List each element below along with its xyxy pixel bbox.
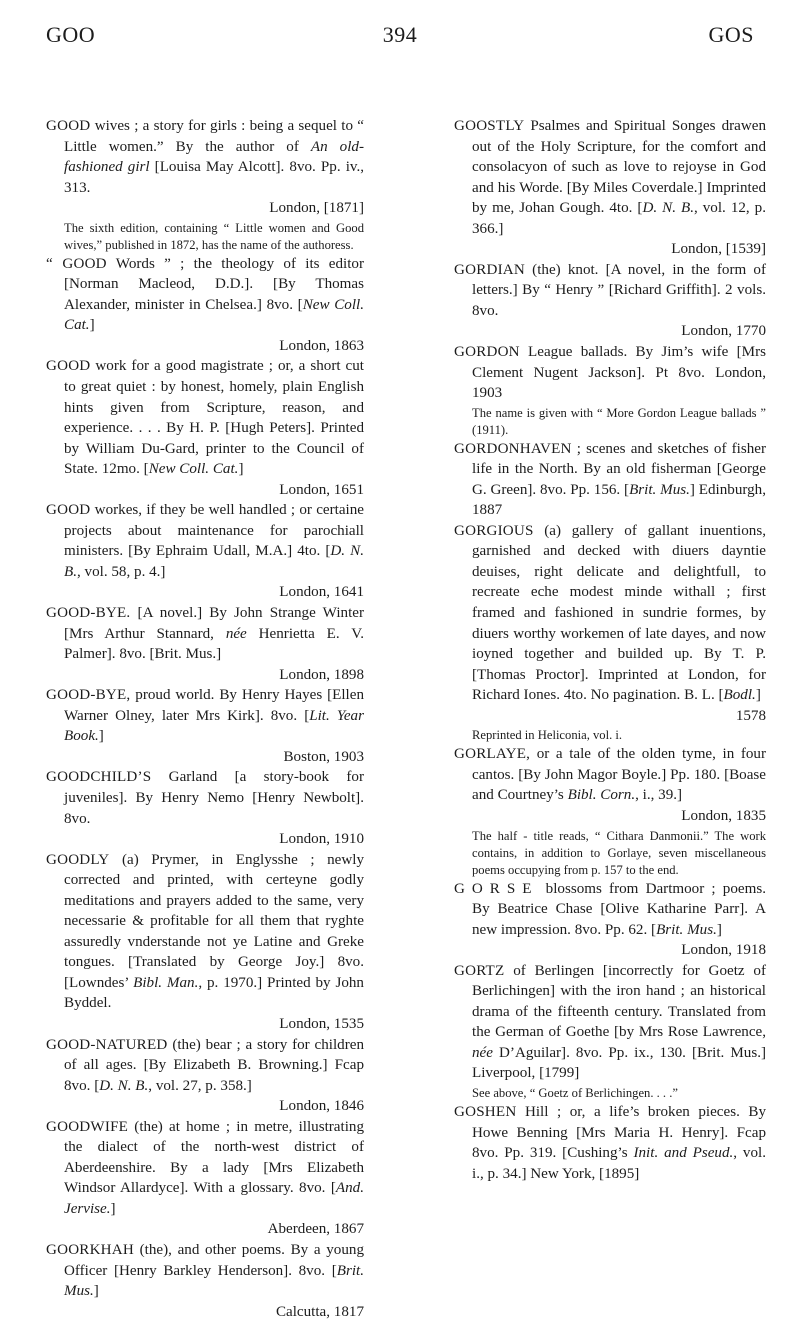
entry-italic-text: Brit. Mus. — [629, 481, 690, 498]
entry-text: or a tale of the olden tyme, in four cantos. [By John Magor Boyle.] Pp. 180. [Boase and Courtney’s — [472, 746, 766, 804]
bibliography-entry — [454, 260, 766, 342]
bibliography-entry — [46, 603, 364, 685]
entry-headword: GORTZ — [454, 962, 505, 979]
entry-italic-text: Init. and Pseud. — [633, 1145, 734, 1162]
entry-text: blossoms from Dartmoor ; poems. By Beatrice Chase [Olive Katharine Parr]. A new impression. 8vo. Pp. 62. [ — [472, 880, 766, 938]
entry-text-continued: ] — [755, 687, 761, 704]
entry-text: Hill ; or, a life’s broken pieces. By Howe Benning [Mrs Maria H. Henry]. Fcap 8vo. Pp. 319. [Cushing’s — [472, 1103, 766, 1162]
entry-text-continued: ] Edinburgh, 1887 — [472, 481, 766, 519]
entry-text: (the) knot. [A novel, in the form of letters.] By “ Henry ” [Richard Griffith]. 2 vols. 8vo. — [472, 261, 766, 319]
entry-italic-text: née — [225, 625, 247, 642]
entry-text: workes, if they be well handled ; or certaine projects about maintenance for parochiall ministers. [By Ephraim Udall, M.A.] 4to. [ — [64, 502, 364, 560]
entry-imprint: London, [1871] — [269, 200, 364, 217]
entry-italic-text: D. N. B. — [99, 1077, 149, 1094]
bibliography-entry — [46, 850, 364, 1035]
entry-text: ; scenes and sketches of fisher life in the North. By an old fisherman [George G. Green]. 8vo. Pp. 156. [ — [472, 440, 766, 498]
entry-text-continued: ] — [89, 317, 95, 334]
entry-text: (the) at home ; in metre, illustrating the dialect of the north-west district of Aberdeenshire. By a lady [Mrs Elizabeth Windsor Allardyce]. With a glossary. 8vo. [ — [64, 1118, 364, 1197]
running-header — [46, 22, 754, 52]
entry-headword: “ GOOD — [46, 255, 107, 272]
entry-text: (the), and other poems. By a young Officer [Henry Barkley Henderson]. 8vo. [ — [64, 1241, 364, 1279]
entry-note: The name is given with “ More Gordon League ballads ” (1911). — [472, 405, 766, 437]
header-left-guide-word: GOO — [46, 22, 96, 47]
bibliography-entry — [46, 1240, 364, 1322]
entry-text: Words ” ; the theology of its editor [Norman Macleod, D.D.]. [By Thomas Alexander, minister in Chelsea.] 8vo. [ — [64, 255, 365, 313]
entry-text: Psalmes and Spiritual Songes drawen out of the Holy Scripture, for the comfort and consolacyon of such as love to rejoyse in God and his Worde. [By Miles Coverdale.] Imprinted by me, Johan Gough. 4to. [ — [472, 118, 766, 217]
header-right-guide-word: GOS — [708, 22, 754, 47]
entry-imprint: Aberdeen, 1867 — [267, 1221, 364, 1238]
entry-headword: GOOD — [46, 118, 91, 134]
entry-text: wives ; a story for girls : being a sequel to “ Little women.” By the author of — [64, 118, 364, 155]
entry-text: (the) bear ; a story for children of all ages. [By Elizabeth B. Browning.] Fcap 8vo. [ — [64, 1036, 364, 1094]
entry-text-continued: ] — [110, 1200, 116, 1217]
entry-headword: GOODWIFE — [46, 1118, 129, 1135]
entry-italic-text: Bodl. — [723, 687, 756, 704]
entry-headword: GOOD — [46, 358, 91, 375]
entry-italic-text: Lit. Year Book. — [64, 707, 364, 745]
page-number: 394 — [382, 22, 418, 47]
entry-headword: GORLAYE, — [454, 746, 531, 763]
entry-headword: GOOD — [46, 502, 91, 519]
entry-text: of Berlingen [incorrectly for Goetz of Berlichingen] with the iron hand ; an historical drama of the fifteenth century. Translated from the German of Goethe [by Mrs Rose Lawrence, — [472, 962, 766, 1041]
entry-text: (a) gallery of gallant inuentions, garnished and decked with diuers dayntie deuises, right delicate and delightfull, to recreate eche modest minde withall ; first framed and fashioned in sundrie formes, by diuers worthy workemen of late dayes, and now ioyned together and builded up. By T. P. [Thomas Proctor]. Imprinted at London, for Richard Iones. 4to. No pagination. B. L. [ — [472, 522, 766, 704]
entry-text-continued: Henrietta E. V. Palmer]. 8vo. [Brit. Mus.] — [64, 625, 364, 663]
entry-imprint: London, 1898 — [279, 666, 364, 683]
entry-imprint: London, 1770 — [681, 323, 766, 340]
entry-imprint: London, 1863 — [279, 337, 364, 354]
entry-imprint: London, 1846 — [279, 1098, 364, 1115]
bibliography-entry — [46, 1117, 364, 1240]
bibliography-entry — [46, 356, 364, 500]
entry-headword: GOODCHILD’S — [46, 769, 152, 786]
entry-imprint: London, 1910 — [279, 831, 364, 848]
entry-headword: GORGIOUS — [454, 522, 534, 539]
entry-text: [A novel.] By John Strange Winter [Mrs Arthur Stannard, — [64, 605, 364, 642]
entry-text-continued: ] — [238, 461, 244, 478]
entry-imprint: London, 1535 — [279, 1015, 364, 1032]
bibliography-entry — [454, 439, 766, 521]
entry-text-continued: D’Aguilar]. 8vo. Pp. ix., 130. [Brit. Mus.] Liverpool, [1799] — [472, 1044, 766, 1082]
right-column — [454, 116, 766, 1184]
entry-text-continued: , vol. 12, p. 366.] — [472, 200, 767, 237]
bibliography-entry — [46, 1035, 364, 1117]
entry-note: The half - title reads, “ Cithara Danmonii.” The work contains, in addition to Gorlaye, seven miscellaneous poems occupying from p. 157 to the end. — [472, 828, 766, 877]
entry-imprint: London, 1641 — [279, 584, 364, 601]
entry-text-continued: , vol. i., p. 34.] New York, [1895] — [472, 1145, 766, 1182]
entry-imprint: London, 1918 — [681, 942, 766, 959]
entry-text: Garland [a story-book for juveniles]. By Henry Nemo [Henry Newbolt]. 8vo. — [64, 769, 364, 827]
entry-text: (a) Prymer, in Englysshe ; newly corrected and printed, with certeyne godly meditations and prayers added to the same, very necessarie & profitable for all them that ryghte assuredly vnderstande not ye Latine and Greke tongues. [Translated by George Joy.] 8vo. [Lowndes’ — [64, 851, 364, 991]
bibliography-entry — [454, 521, 766, 726]
entry-headword: GORSE — [454, 880, 539, 897]
entry-italic-text: Bibl. Man. — [133, 974, 199, 991]
entry-italic-text: D. N. B. — [64, 543, 364, 580]
entry-headword: GOOSTLY — [454, 118, 525, 134]
entry-text: proud world. By Henry Hayes [Ellen Warner Olney, later Mrs Kirk]. 8vo. [ — [64, 687, 364, 724]
entry-text-continued: ] — [716, 921, 722, 938]
bibliography-entry — [46, 767, 364, 849]
entry-text-continued: ] — [93, 1283, 99, 1300]
bibliography-entry — [46, 685, 364, 767]
entry-italic-text: Brit. Mus. — [64, 1262, 364, 1300]
bibliography-entry — [46, 254, 364, 357]
left-column — [46, 116, 364, 1322]
bibliography-entry — [454, 961, 766, 1084]
entry-headword: GOORKHAH — [46, 1241, 134, 1258]
entry-headword: GOODLY — [46, 851, 110, 868]
entry-text: League ballads. By Jim’s wife [Mrs Clement Nugent Jackson]. Pt 8vo. London, 1903 — [472, 344, 766, 402]
bibliography-entry — [454, 879, 766, 961]
entry-text-continued: , i., 39.] — [635, 787, 683, 804]
bibliography-entry — [454, 116, 766, 260]
entry-headword: GOOD-BYE. — [46, 605, 131, 622]
entry-text: work for a good magistrate ; or, a short cut to great quiet : by honest, homely, plain English hints given from Scripture, reason, and experience. . . . By H. P. [Hugh Peters]. Printed by William Du-Gard, printer to the Council of State. 12mo. [ — [64, 358, 364, 478]
bibliography-entry — [454, 342, 766, 404]
entry-headword: GOSHEN — [454, 1103, 517, 1120]
entry-italic-text: And. Jervise. — [64, 1180, 364, 1217]
entry-headword: GORDON — [454, 344, 520, 361]
bibliography-entry — [454, 744, 766, 826]
entry-text-continued: ] — [98, 728, 104, 745]
entry-italic-text: D. N. B. — [642, 200, 694, 217]
bibliography-entry — [46, 116, 364, 219]
entry-note: Reprinted in Heliconia, vol. i. — [472, 728, 623, 743]
entry-text-continued: , vol. 58, p. 4.] — [77, 563, 166, 580]
entry-text-continued: [Louisa May Alcott]. 8vo. Pp. iv., 313. — [64, 159, 364, 196]
entry-text-continued: , p. 1970.] Printed by John Byddel. — [64, 974, 364, 1012]
entry-note: The sixth edition, containing “ Little women and Good wives,” published in 1872, has the name of the authoress. — [64, 220, 364, 252]
entry-imprint: London, [1539] — [671, 241, 766, 258]
entry-headword: GOOD-BYE, — [46, 687, 131, 704]
entry-imprint: Boston, 1903 — [283, 748, 364, 765]
entry-imprint: London, 1835 — [681, 807, 766, 824]
entry-headword: GOOD-NATURED — [46, 1036, 168, 1053]
bibliography-entry — [454, 1102, 766, 1184]
entry-imprint: Calcutta, 1817 — [275, 1303, 364, 1320]
bibliography-entry — [46, 500, 364, 603]
entry-note: See above, “ Goetz of Berlichingen. . . .” — [472, 1085, 678, 1100]
entry-imprint: 1578 — [735, 707, 766, 724]
entry-italic-text: née — [472, 1044, 493, 1061]
entry-italic-text: New Coll. Cat. — [64, 296, 364, 334]
entry-italic-text: New Coll. Cat. — [148, 461, 239, 478]
entry-text-continued: , vol. 27, p. 358.] — [148, 1077, 252, 1094]
entry-headword: GORDIAN — [454, 261, 525, 278]
entry-italic-text: An old-fashioned girl — [64, 138, 364, 176]
entry-headword: GORDONHAVEN — [454, 440, 572, 457]
entry-imprint: London, 1651 — [279, 481, 364, 498]
entry-italic-text: Bibl. Corn. — [567, 787, 636, 804]
entry-italic-text: Brit. Mus. — [656, 921, 717, 938]
